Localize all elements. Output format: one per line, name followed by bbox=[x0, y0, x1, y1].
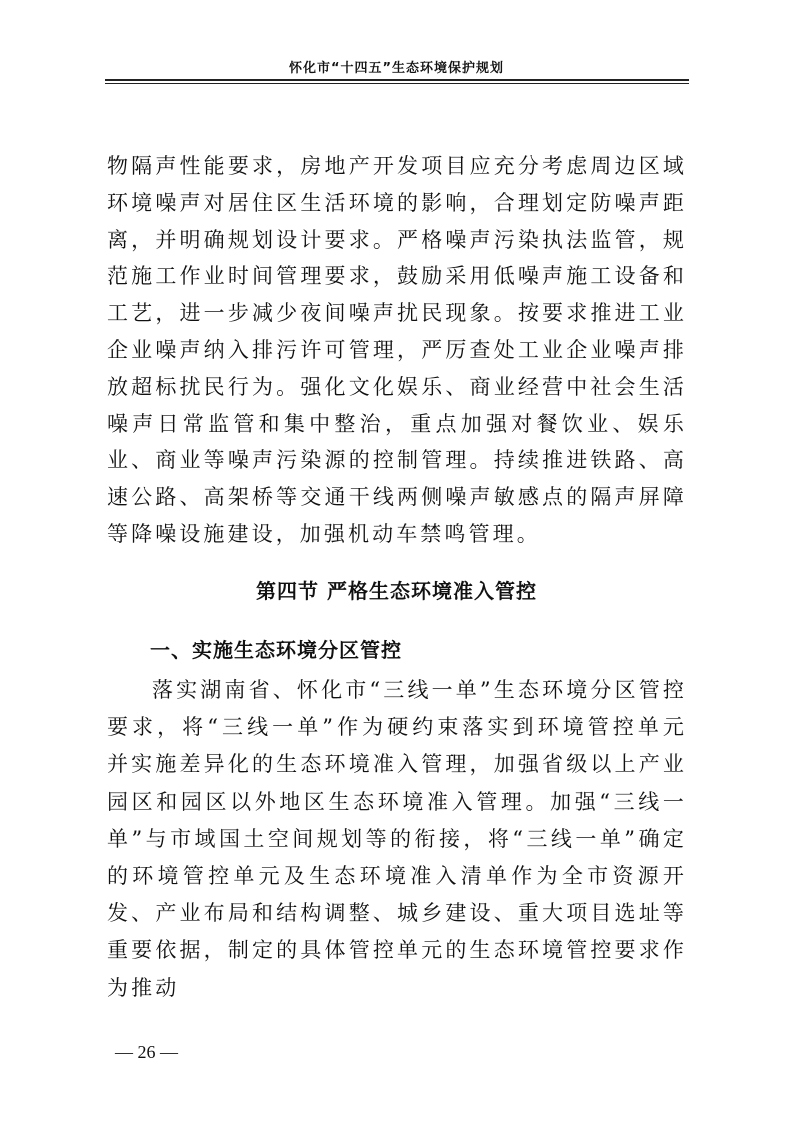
body-paragraph-1: 物隔声性能要求，房地产开发项目应充分考虑周边区域环境噪声对居住区生活环境的影响，合理划定防噪声距离，并明确规划设计要求。严格噪声污染执法监管，规范施工作业时间管理要求，鼓励采用低噪声施工设备和工艺，进一步减少夜间噪声扰民现象。按要求推进工业企业噪声纳入排污许可管理，严厉查处工业企业噪声排放超标扰民行为。强化文化娱乐、商业经营中社会生活噪声日常监管和集中整治，重点加强对餐饮业、娱乐业、商业等噪声污染源的控制管理。持续推进铁路、高速公路、高架桥等交通干线两侧噪声敏感点的隔声屏障等降噪设施建设，加强机动车禁鸣管理。 bbox=[107, 154, 687, 546]
header-rule-thin bbox=[105, 83, 689, 84]
header-rule-thick bbox=[105, 79, 689, 81]
body-paragraph-2: 落实湖南省、怀化市“三线一单”生态环境分区管控要求，将“三线一单”作为硬约束落实到环境管控单元并实施差异化的生态环境准入管理，加强省级以上产业园区和园区以外地区生态环境准入管理。加强“三线一单”与市域国土空间规划等的衔接，将“三线一单”确定的环境管控单元及生态环境准入清单作为全市资源开发、产业布局和结构调整、城乡建设、重大项目选址等重要依据，制定的具体管控单元的生态环境管控要求作为推动 bbox=[107, 678, 687, 1000]
section-heading: 第四节 严格生态环境准入管控 bbox=[256, 579, 537, 603]
running-header-title: 怀化市“十四五”生态环境保护规划 bbox=[288, 61, 505, 76]
page-number: — 26 — bbox=[115, 1042, 178, 1062]
subsection-heading: 一、实施生态环境分区管控 bbox=[150, 638, 402, 662]
